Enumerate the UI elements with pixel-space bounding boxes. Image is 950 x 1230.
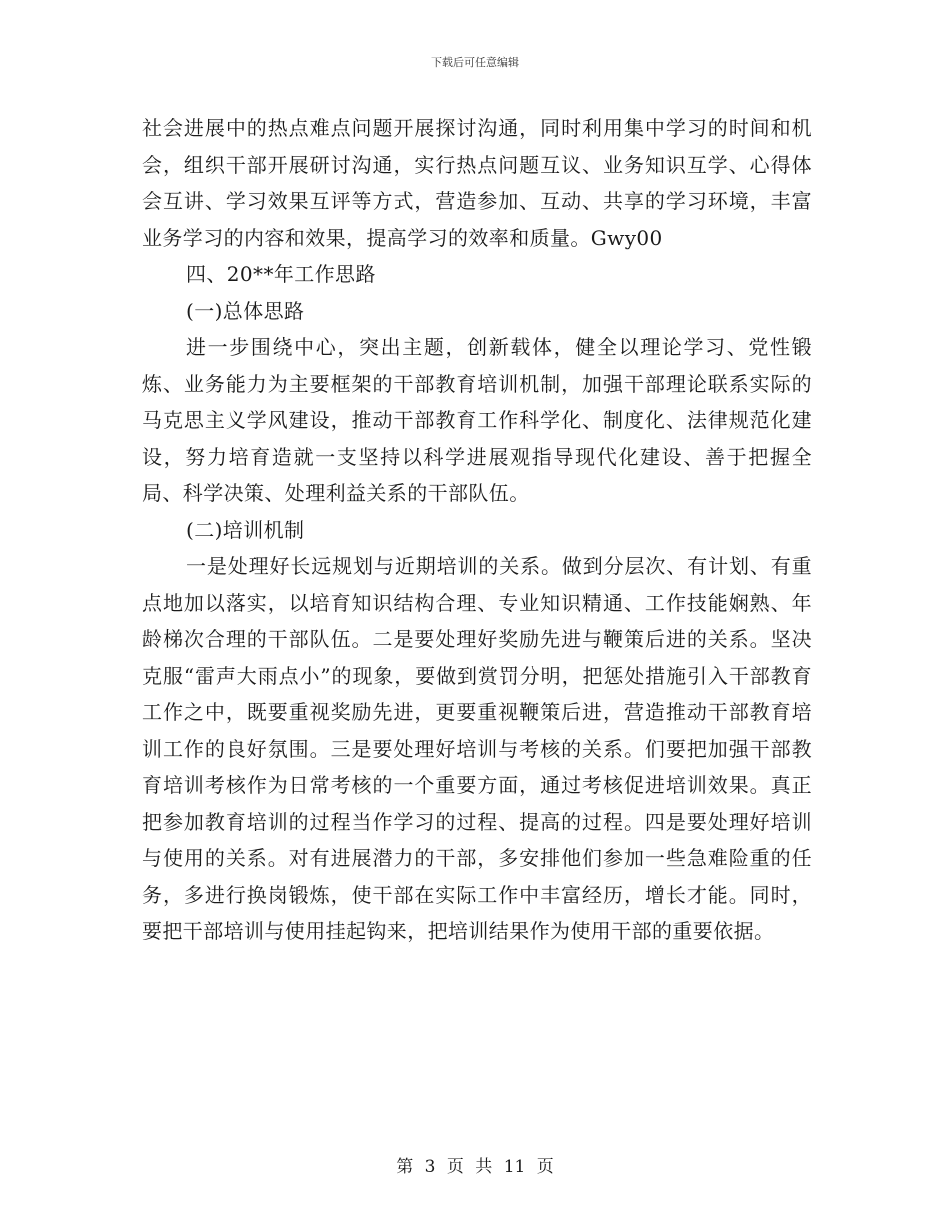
page-number: 第 3 页 共 11 页 [396, 1157, 554, 1177]
document-body [142, 110, 812, 950]
subheading-overall-approach: (一)总体思路 [186, 298, 305, 323]
paragraph-training-mechanism: 一是处理好长远规划与近期培训的关系。做到分层次、有计划、有重点地加以落实，以培育知识结构合理、专业知识精通、工作技能娴熟、年龄梯次合理的干部队伍。二是要处理好奖励先进与鞭策后进的关系。坚决克服“雷声大雨点小”的现象，要做到赏罚分明，把惩处措施引入干部教育工作之中，既要重视奖励先进，更要重视鞭策后进，营造推动干部教育培训工作的良好氛围。三是要处理好培训与考核的关系。们要把加强干部教育培训考核作为日常考核的一个重要方面，通过考核促进培训效果。真正把参加教育培训的过程当作学习的过程、提高的过程。四是要处理好培训与使用的关系。对有进展潜力的干部，多安排他们参加一些急难险重的任务，多进行换岗锻炼，使干部在实际工作中丰富经历，增长才能。同时，要把干部培训与使用挂起钩来，把培训结果作为使用干部的重要依据。 [142, 554, 812, 943]
section-heading-four: 四、20**年工作思路 [186, 262, 376, 286]
paragraph-continuation: 社会进展中的热点难点问题开展探讨沟通，同时利用集中学习的时间和机会，组织干部开展研讨沟通，实行热点问题互议、业务知识互学、心得体会互讲、学习效果互评等方式，营造参加、互动、共享的学习环境，丰富业务学习的内容和效果，提高学习的效率和质量。Gwy00 [142, 116, 812, 250]
paragraph-overall-approach: 进一步围绕中心，突出主题，创新载体，健全以理论学习、党性锻炼、业务能力为主要框架的干部教育培训机制，加强干部理论联系实际的马克思主义学风建设，推动干部教育工作科学化、制度化、法律规范化建设，努力培育造就一支坚持以科学进展观指导现代化建设、善于把握全局、科学决策、处理利益关系的干部队伍。 [142, 335, 812, 505]
page-header-note: 下载后可任意编辑 [431, 56, 519, 69]
subheading-training-mechanism: (二)培训机制 [186, 517, 305, 542]
